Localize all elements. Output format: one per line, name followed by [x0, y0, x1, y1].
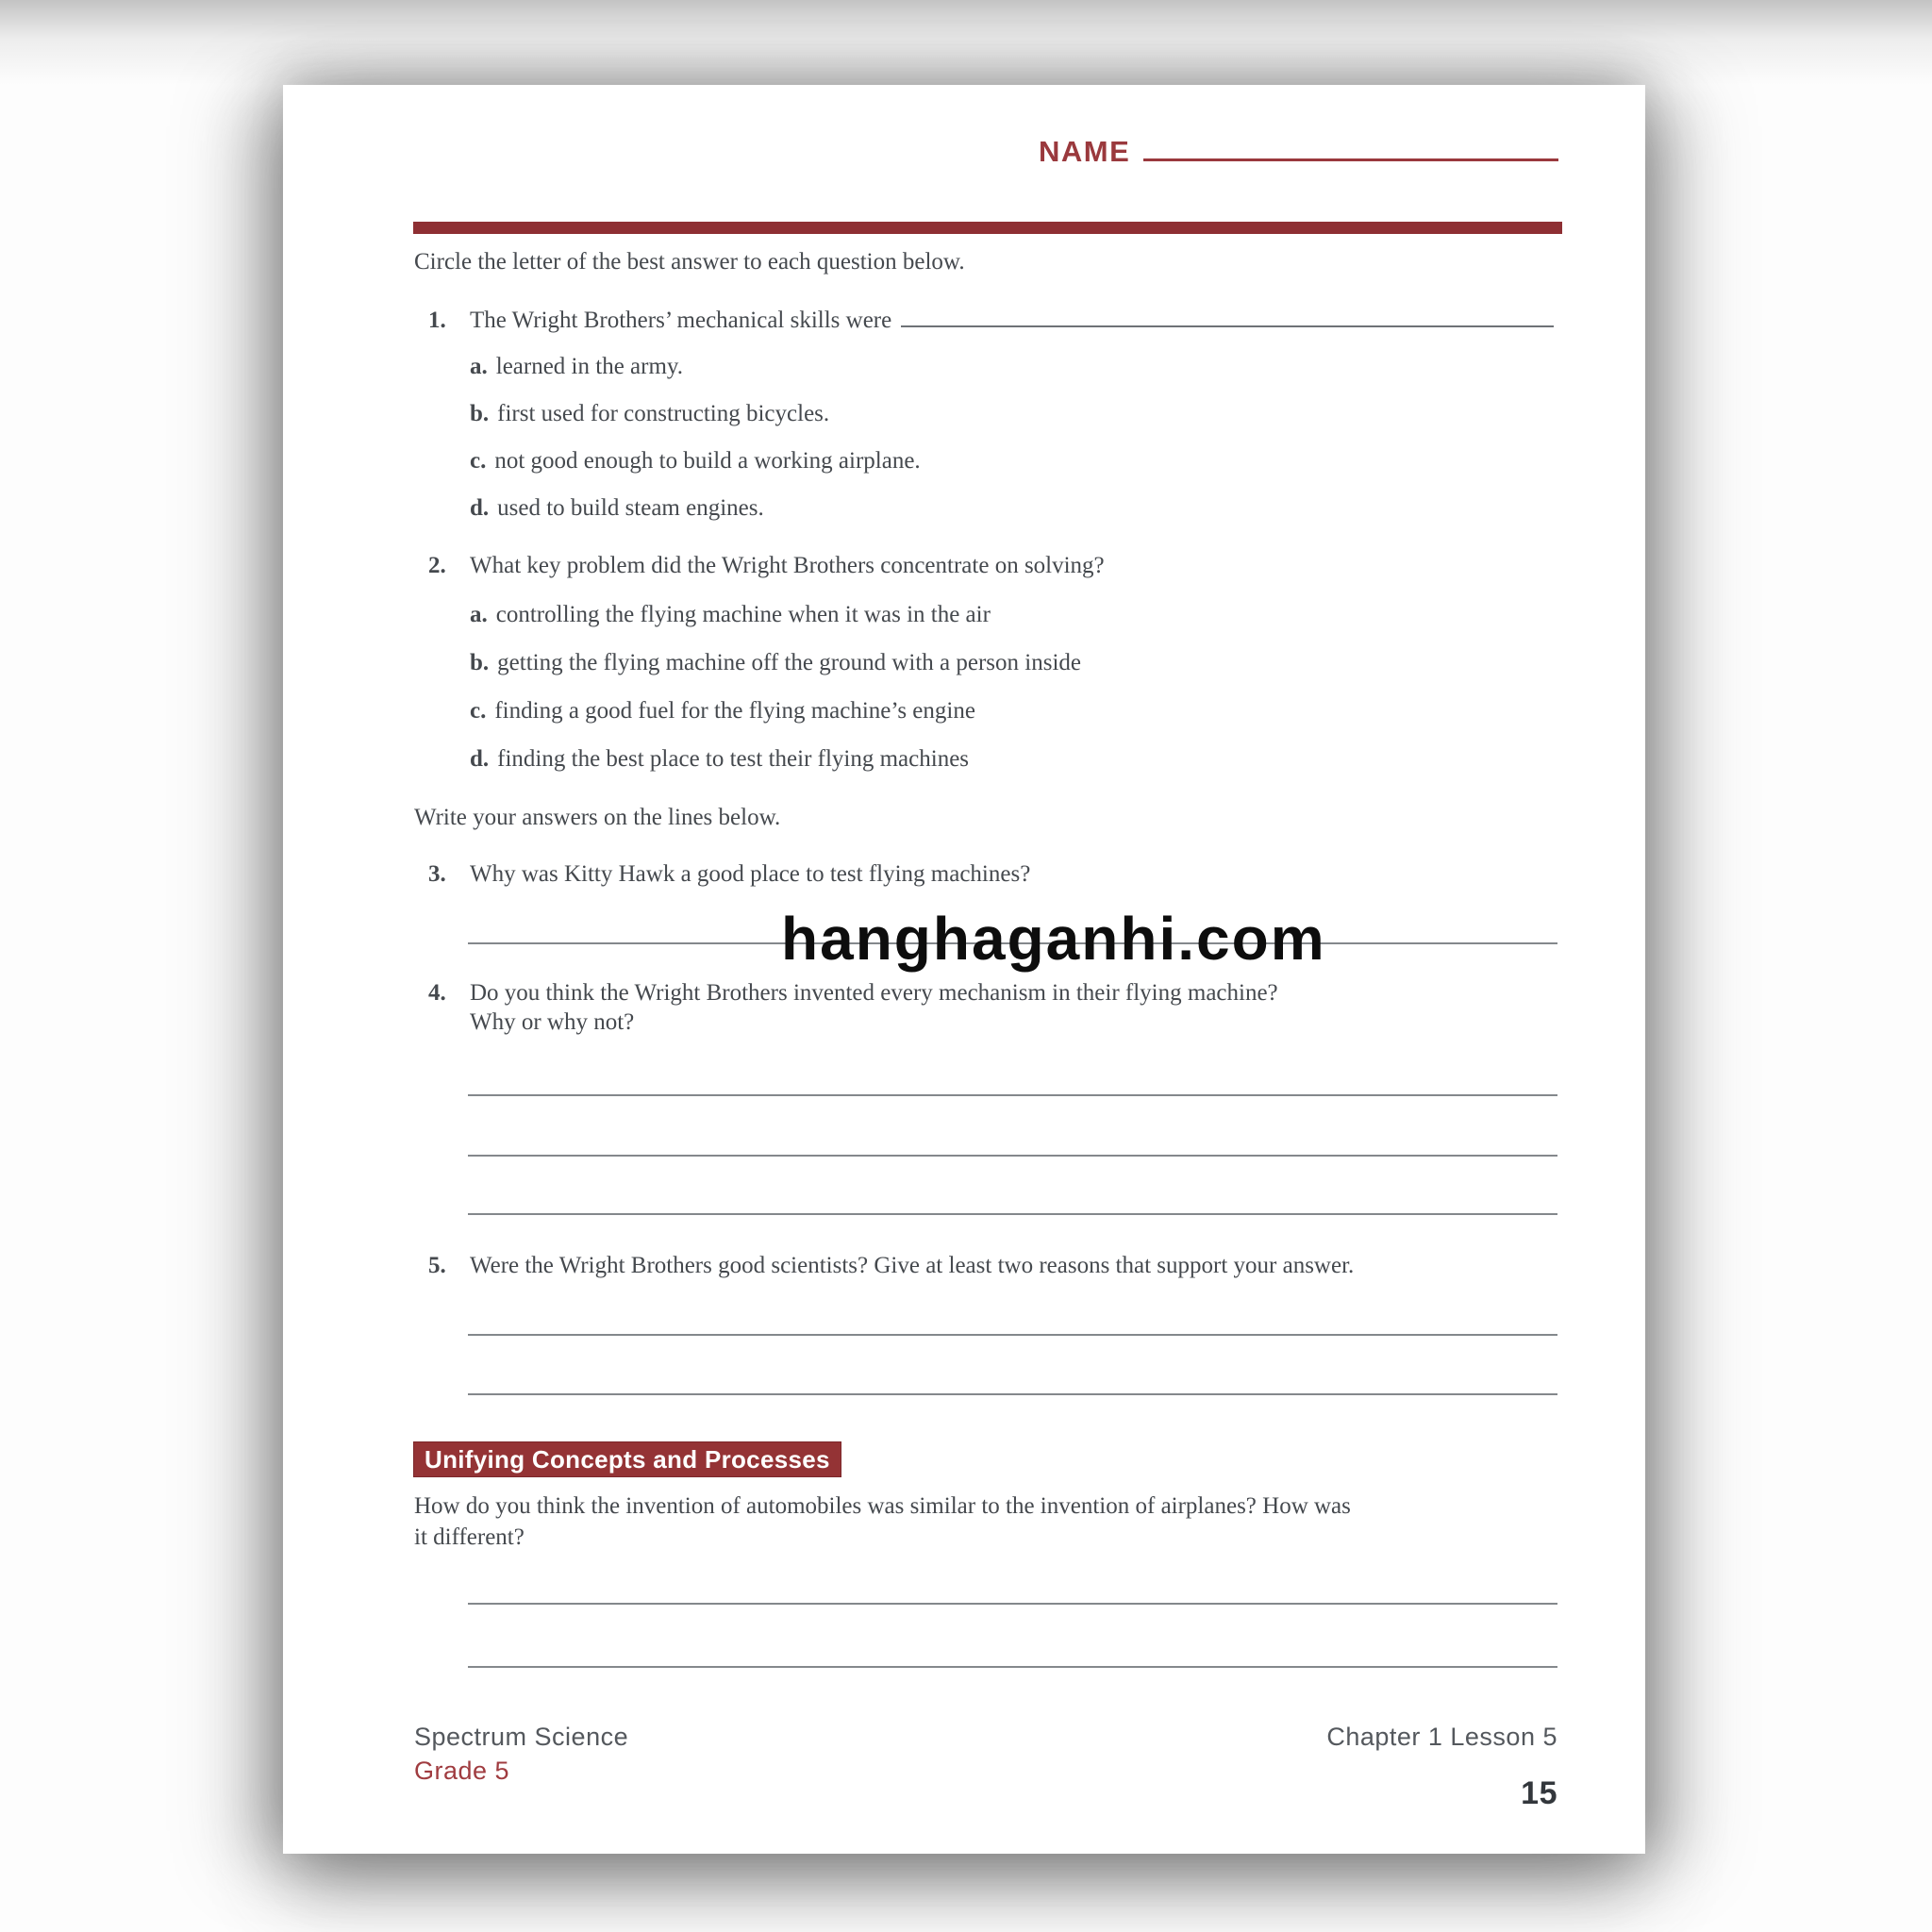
mc-instructions: Circle the letter of the best answer to each question below. — [414, 249, 965, 275]
question-2-number: 2. — [428, 553, 446, 578]
question-1-option-b — [470, 399, 1555, 428]
option-text: learned in the army. — [495, 354, 684, 379]
question-3-number: 3. — [428, 861, 446, 887]
option-letter: b. — [470, 401, 490, 426]
name-blank-line — [1143, 126, 1558, 161]
section-question-line1: How do you think the invention of automobiles was similar to the invention of airplanes? How was — [414, 1493, 1351, 1519]
question-2-option-d — [470, 744, 1555, 774]
option-letter: a. — [470, 602, 488, 627]
answer-line — [468, 1603, 1557, 1605]
watermark-text: hanghaganhi.com — [781, 905, 1326, 973]
question-2-text: What key problem did the Wright Brothers concentrate on solving? — [470, 553, 1105, 578]
section-question-line2: it different? — [414, 1524, 525, 1550]
question-4-line1: Do you think the Wright Brothers invented every mechanism in their flying machine? — [470, 980, 1278, 1006]
option-letter: c. — [470, 698, 487, 724]
written-instructions: Write your answers on the lines below. — [414, 805, 781, 830]
question-1-number: 1. — [428, 308, 446, 333]
option-text: controlling the flying machine when it was in the air — [495, 602, 991, 627]
option-letter: d. — [470, 495, 490, 521]
question-4-line2: Why or why not? — [470, 1009, 635, 1035]
red-divider-bar — [413, 222, 1562, 234]
question-1-text: The Wright Brothers’ mechanical skills were — [470, 308, 892, 333]
question-2-option-c — [470, 696, 1555, 725]
option-text: first used for constructing bicycles. — [497, 401, 830, 426]
footer-grade: Grade 5 — [414, 1757, 510, 1785]
question-2-option-a — [470, 600, 1555, 629]
question-1 — [428, 302, 1554, 335]
question-2-option-b — [470, 648, 1555, 677]
option-letter: a. — [470, 354, 488, 379]
question-4 — [428, 978, 1554, 1037]
worksheet-page — [283, 85, 1645, 1854]
question-4-number: 4. — [428, 980, 446, 1006]
option-text: not good enough to build a working airplane. — [494, 448, 921, 474]
question-3 — [428, 859, 1554, 889]
question-3-text: Why was Kitty Hawk a good place to test flying machines? — [470, 861, 1031, 887]
answer-line — [468, 1213, 1557, 1215]
footer-page-number: 15 — [1521, 1775, 1557, 1811]
question-1-option-a — [470, 352, 1555, 381]
section-header-box: Unifying Concepts and Processes — [413, 1441, 841, 1477]
answer-line — [468, 1393, 1557, 1395]
option-text: finding the best place to test their flying machines — [497, 746, 970, 772]
option-letter: d. — [470, 746, 490, 772]
footer-book-title: Spectrum Science — [414, 1723, 629, 1751]
answer-line — [468, 1155, 1557, 1157]
option-letter: c. — [470, 448, 487, 474]
question-4-text — [470, 978, 1278, 1037]
question-1-option-c — [470, 446, 1555, 475]
answer-line — [468, 1666, 1557, 1668]
option-text: finding a good fuel for the flying machine’s engine — [494, 698, 975, 724]
question-2 — [428, 551, 1554, 580]
answer-line — [468, 1094, 1557, 1096]
name-label: NAME — [1039, 135, 1131, 168]
option-letter: b. — [470, 650, 490, 675]
question-5 — [428, 1251, 1554, 1280]
option-text: used to build steam engines. — [497, 495, 764, 521]
question-5-text: Were the Wright Brothers good scientists? Give at least two reasons that support your answer. — [470, 1253, 1355, 1278]
footer-chapter-lesson: Chapter 1 Lesson 5 — [1326, 1723, 1557, 1751]
question-1-option-d — [470, 493, 1555, 523]
section-question — [414, 1491, 1351, 1553]
answer-line — [468, 1334, 1557, 1336]
name-field-row — [1039, 126, 1558, 169]
question-5-number: 5. — [428, 1253, 446, 1278]
option-text: getting the flying machine off the ground with a person inside — [497, 650, 1082, 675]
question-1-blank-line — [901, 302, 1554, 327]
